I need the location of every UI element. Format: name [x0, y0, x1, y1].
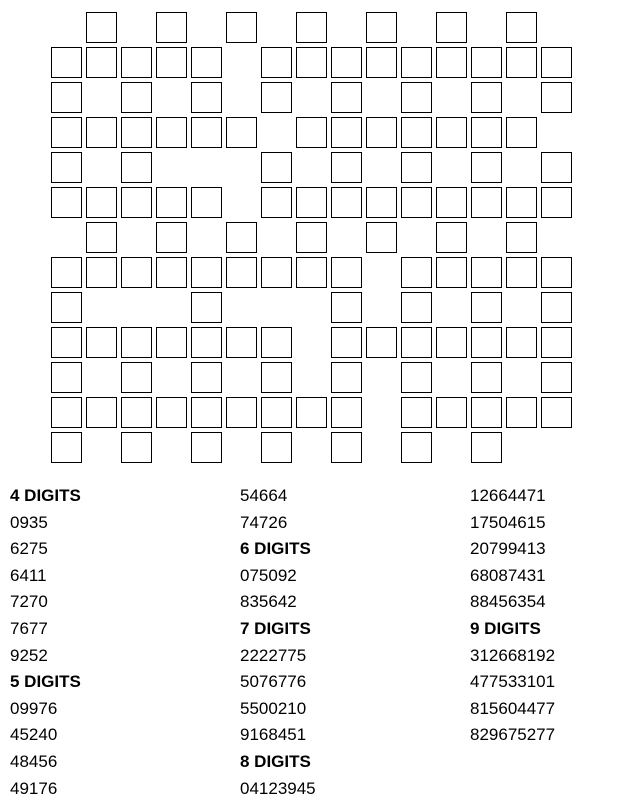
number-entry: 0935 [10, 512, 48, 532]
grid-cell[interactable] [121, 82, 152, 113]
grid-cell[interactable] [51, 327, 82, 358]
grid-cell[interactable] [436, 187, 467, 218]
grid-cell[interactable] [51, 152, 82, 183]
grid-cell[interactable] [331, 362, 362, 393]
grid-cell[interactable] [226, 117, 257, 148]
grid-cell[interactable] [331, 117, 362, 148]
grid-cell[interactable] [506, 47, 537, 78]
number-entry: 7270 [10, 592, 48, 612]
number-entry: 17504615 [470, 512, 546, 532]
number-entry: 49176 [10, 778, 58, 798]
number-entry: 7677 [10, 618, 48, 638]
grid-cell[interactable] [436, 117, 467, 148]
number-entry: 312668192 [470, 645, 556, 665]
length-heading: 5 DIGITS [10, 672, 81, 692]
grid-cell[interactable] [296, 117, 327, 148]
grid-cell[interactable] [506, 187, 537, 218]
grid-cell[interactable] [471, 117, 502, 148]
number-entry: 20799413 [470, 539, 546, 559]
grid-cell[interactable] [401, 257, 432, 288]
grid-cell[interactable] [401, 362, 432, 393]
grid-cell[interactable] [541, 362, 572, 393]
grid-cell[interactable] [436, 12, 467, 43]
grid-cell[interactable] [541, 327, 572, 358]
grid-cell[interactable] [191, 257, 222, 288]
number-entry: 829675277 [470, 725, 556, 745]
grid-cell[interactable] [226, 257, 257, 288]
grid-cell[interactable] [156, 327, 187, 358]
grid-cell[interactable] [191, 47, 222, 78]
grid-cell[interactable] [191, 362, 222, 393]
grid-cell[interactable] [541, 292, 572, 323]
grid-cell[interactable] [121, 362, 152, 393]
grid-cell[interactable] [471, 432, 502, 463]
grid-cell[interactable] [86, 187, 117, 218]
grid-cell[interactable] [541, 82, 572, 113]
grid-cell[interactable] [401, 292, 432, 323]
grid-cell[interactable] [506, 12, 537, 43]
length-heading: 6 DIGITS [240, 539, 311, 559]
grid-cell[interactable] [331, 82, 362, 113]
grid-cell[interactable] [156, 222, 187, 253]
grid-cell[interactable] [471, 187, 502, 218]
grid-cell[interactable] [541, 152, 572, 183]
grid-cell[interactable] [366, 12, 397, 43]
number-entry: 12664471 [470, 486, 546, 505]
grid-cell[interactable] [156, 47, 187, 78]
grid-cell[interactable] [296, 222, 327, 253]
grid-cell[interactable] [261, 47, 292, 78]
grid-cell[interactable] [86, 327, 117, 358]
grid-cell[interactable] [86, 47, 117, 78]
grid-cell[interactable] [121, 187, 152, 218]
grid-cell[interactable] [331, 397, 362, 428]
grid-cell[interactable] [226, 12, 257, 43]
length-heading: 4 DIGITS [10, 486, 81, 505]
grid-cell[interactable] [471, 292, 502, 323]
number-entry: 835642 [240, 592, 297, 612]
wordlist-column-2 [240, 483, 440, 802]
grid-cell[interactable] [261, 432, 292, 463]
grid-cell[interactable] [506, 117, 537, 148]
grid-cell[interactable] [296, 47, 327, 78]
grid-cell[interactable] [401, 47, 432, 78]
grid-cell[interactable] [471, 82, 502, 113]
wordlist-column-1 [10, 483, 210, 802]
grid-cell[interactable] [226, 327, 257, 358]
grid-cell[interactable] [226, 222, 257, 253]
grid-cell[interactable] [51, 432, 82, 463]
grid-cell[interactable] [471, 362, 502, 393]
number-entry: 45240 [10, 725, 58, 745]
number-entry: 5500210 [240, 698, 307, 718]
grid-cell[interactable] [471, 47, 502, 78]
number-entry: 88456354 [470, 592, 546, 612]
grid-cell[interactable] [51, 362, 82, 393]
grid-cell[interactable] [261, 257, 292, 288]
grid-cell[interactable] [86, 117, 117, 148]
grid-cell[interactable] [471, 152, 502, 183]
grid-cell[interactable] [541, 257, 572, 288]
grid-cell[interactable] [541, 187, 572, 218]
grid-cell[interactable] [331, 187, 362, 218]
grid-cell[interactable] [331, 257, 362, 288]
grid-cell[interactable] [156, 12, 187, 43]
grid-cell[interactable] [191, 327, 222, 358]
grid-cell[interactable] [261, 397, 292, 428]
grid-cell[interactable] [51, 82, 82, 113]
grid-cell[interactable] [331, 432, 362, 463]
grid-cell[interactable] [261, 82, 292, 113]
grid-cell[interactable] [401, 432, 432, 463]
number-entry: 48456 [10, 751, 58, 771]
grid-cell[interactable] [331, 327, 362, 358]
length-heading: 8 DIGITS [240, 751, 311, 771]
number-entry: 477533101 [470, 672, 556, 692]
grid-cell[interactable] [261, 187, 292, 218]
grid-cell[interactable] [86, 257, 117, 288]
grid-cell[interactable] [506, 397, 537, 428]
number-entry: 9252 [10, 645, 48, 665]
grid-cell[interactable] [436, 222, 467, 253]
grid-cell[interactable] [261, 362, 292, 393]
grid-cell[interactable] [156, 397, 187, 428]
grid-cell[interactable] [436, 47, 467, 78]
number-entry: 2222775 [240, 645, 307, 665]
grid-cell[interactable] [401, 152, 432, 183]
grid-cell[interactable] [51, 187, 82, 218]
grid-cell[interactable] [436, 327, 467, 358]
grid-cell[interactable] [471, 327, 502, 358]
grid-cell[interactable] [51, 257, 82, 288]
grid-cell[interactable] [261, 152, 292, 183]
grid-cell[interactable] [366, 117, 397, 148]
length-heading: 7 DIGITS [240, 618, 311, 638]
grid-cell[interactable] [86, 222, 117, 253]
number-entry: 6411 [10, 565, 47, 585]
grid-cell[interactable] [191, 397, 222, 428]
grid-cell[interactable] [401, 327, 432, 358]
grid-cell[interactable] [541, 397, 572, 428]
grid-cell[interactable] [121, 327, 152, 358]
grid-cell[interactable] [436, 257, 467, 288]
number-entry: 54664 [240, 486, 288, 505]
grid-cell[interactable] [121, 117, 152, 148]
number-entry: 68087431 [470, 565, 546, 585]
grid-cell[interactable] [366, 222, 397, 253]
grid-cell[interactable] [401, 82, 432, 113]
grid-cell[interactable] [191, 432, 222, 463]
number-entry: 075092 [240, 565, 297, 585]
grid-cell[interactable] [156, 117, 187, 148]
grid-cell[interactable] [401, 187, 432, 218]
grid-cell[interactable] [191, 82, 222, 113]
grid-cell[interactable] [401, 397, 432, 428]
grid-cell[interactable] [191, 187, 222, 218]
grid-cell[interactable] [366, 327, 397, 358]
grid-cell[interactable] [471, 397, 502, 428]
grid-cell[interactable] [331, 152, 362, 183]
grid-cell[interactable] [156, 257, 187, 288]
wordlist-column-3 [470, 483, 622, 749]
grid-cell[interactable] [121, 432, 152, 463]
grid-cell[interactable] [51, 47, 82, 78]
grid-cell[interactable] [121, 47, 152, 78]
grid-cell[interactable] [121, 257, 152, 288]
grid-cell[interactable] [331, 292, 362, 323]
length-heading: 9 DIGITS [470, 618, 541, 638]
grid-cell[interactable] [121, 397, 152, 428]
grid-cell[interactable] [506, 257, 537, 288]
grid-cell[interactable] [86, 397, 117, 428]
grid-cell[interactable] [296, 12, 327, 43]
grid-cell[interactable] [191, 292, 222, 323]
grid-cell[interactable] [191, 117, 222, 148]
grid-cell[interactable] [226, 397, 257, 428]
grid-cell[interactable] [366, 187, 397, 218]
grid-cell[interactable] [86, 12, 117, 43]
grid-cell[interactable] [156, 187, 187, 218]
number-entry: 04123945 [240, 778, 316, 798]
grid-cell[interactable] [331, 47, 362, 78]
number-entry: 815604477 [470, 698, 556, 718]
grid-cell[interactable] [471, 257, 502, 288]
grid-cell[interactable] [51, 292, 82, 323]
grid-cell[interactable] [51, 117, 82, 148]
number-entry: 09976 [10, 698, 58, 718]
grid-cell[interactable] [296, 397, 327, 428]
grid-cell[interactable] [506, 222, 537, 253]
grid-cell[interactable] [366, 47, 397, 78]
grid-cell[interactable] [506, 327, 537, 358]
number-entry: 5076776 [240, 672, 307, 692]
grid-cell[interactable] [401, 117, 432, 148]
grid-cell[interactable] [296, 257, 327, 288]
grid-cell[interactable] [51, 397, 82, 428]
grid-cell[interactable] [436, 397, 467, 428]
number-entry: 74726 [240, 512, 288, 532]
number-entry: 6275 [10, 539, 48, 559]
grid-cell[interactable] [541, 47, 572, 78]
grid-cell[interactable] [261, 327, 292, 358]
grid-cell[interactable] [121, 152, 152, 183]
number-entry: 9168451 [240, 725, 307, 745]
grid-cell[interactable] [296, 187, 327, 218]
